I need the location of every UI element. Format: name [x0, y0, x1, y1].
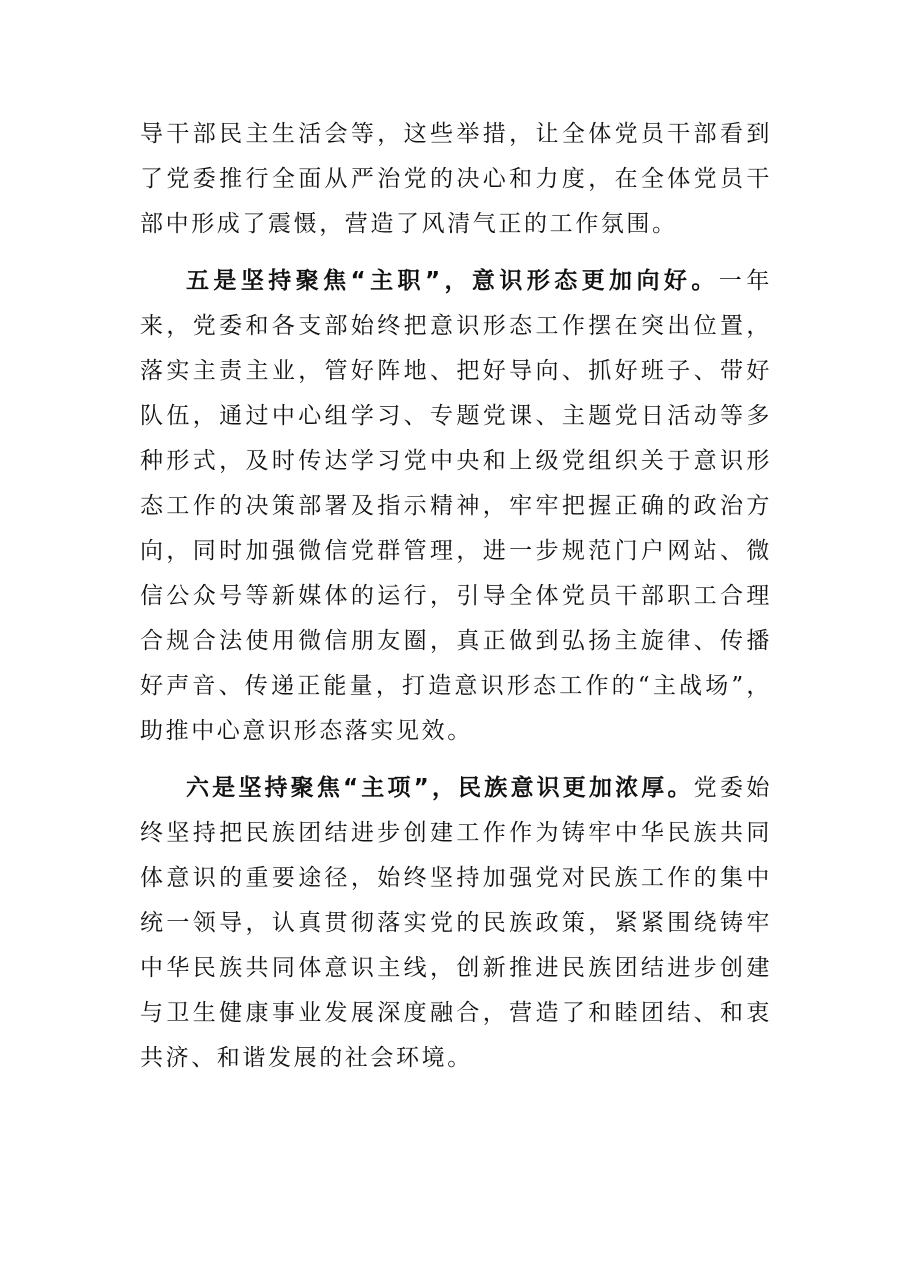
paragraph-text: 党委始终坚持把民族团结进步创建工作作为铸牢中华民族共同体意识的重要途径，始终坚持加强党对民族工作的集中统一领导，认真贯彻落实党的民族政策，紧紧围绕铸牢中华民族共同体意识主线，创新推进民族团结进步创建与卫生健康事业发展深度融合，营造了和睦团结、和衷共济、和谐发展的社会环境。	[140, 775, 772, 1071]
paragraph-heading: 五是坚持聚焦“主职”，意识形态更加向好。	[186, 268, 719, 294]
paragraph-ideology	[140, 259, 772, 754]
paragraph-text: 一年来，党委和各支部始终把意识形态工作摆在突出位置，落实主责主业，管好阵地、把好导向、抓好班子、带好队伍，通过中心组学习、专题党课、主题党日活动等多种形式，及时传达学习党中央和上级党组织关于意识形态工作的决策部署及指示精神，牢牢把握正确的政治方向，同时加强微信党群管理，进一步规范门户网站、微信公众号等新媒体的运行，引导全体党员干部职工合理合规合法使用微信朋友圈，真正做到弘扬主旋律、传播好声音、传递正能量，打造意识形态工作的“主战场”，助推中心意识形态落实见效。	[140, 268, 773, 744]
document-body	[140, 112, 772, 1081]
paragraph-text: 导干部民主生活会等，这些举措，让全体党员干部看到了党委推行全面从严治党的决心和力度，在全体党员干部中形成了震慑，营造了风清气正的工作氛围。	[140, 121, 772, 237]
paragraph-continuation	[140, 112, 772, 247]
paragraph-ethnic-unity	[140, 766, 772, 1081]
paragraph-heading: 六是坚持聚焦“主项”，民族意识更加浓厚。	[186, 775, 694, 801]
